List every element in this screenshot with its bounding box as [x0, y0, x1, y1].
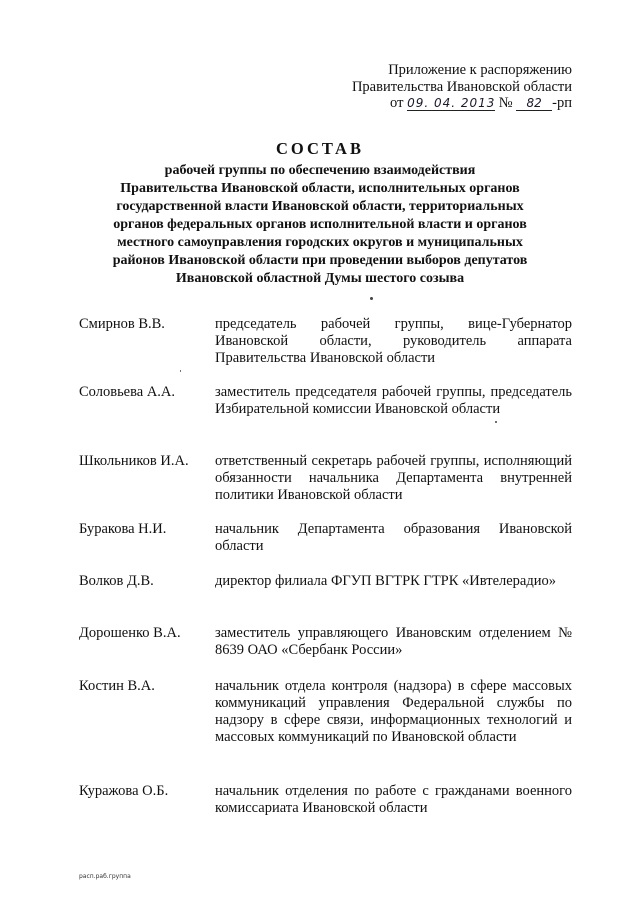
member-position: ответственный секретарь рабочей группы, исполняющий обязанности начальника Департамента внутренней политики Ивановской области: [215, 453, 572, 503]
member-position: председатель рабочей группы, вице-Губернатор Ивановской области, руководитель аппарата Правительства Ивановской области: [215, 316, 572, 366]
title-line: органов федеральных органов исполнительной власти и органов: [113, 217, 527, 232]
title-line: государственной власти Ивановской области, территориальных: [116, 199, 524, 214]
title-line: Правительства Ивановской области, исполнительных органов: [120, 181, 520, 196]
member-row: [79, 678, 572, 746]
title-subtitle: [80, 162, 560, 288]
member-row: [79, 783, 572, 817]
member-name: Смирнов В.В.: [79, 316, 165, 332]
scan-speck: [495, 421, 497, 423]
number-sign: №: [498, 95, 513, 111]
handwritten-date: 09. 04. 2013: [407, 96, 496, 110]
member-row: [79, 521, 572, 555]
member-position: заместитель председателя рабочей группы, председатель Избирательной комиссии Ивановской области: [215, 384, 572, 417]
scan-speck: [370, 297, 373, 300]
appendix-header: [300, 62, 572, 112]
title-main: СОСТАВ: [276, 139, 364, 158]
title-line: рабочей группы по обеспечению взаимодействия: [164, 163, 476, 178]
appendix-line-2: Правительства Ивановской области: [351, 78, 572, 95]
title-line: Ивановской областной Думы шестого созыва: [175, 271, 465, 286]
number-suffix: -рп: [552, 95, 572, 111]
appendix-line-1: Приложение к распоряжению: [388, 62, 572, 78]
member-name: Волков Д.В.: [79, 573, 154, 589]
from-label: от: [390, 95, 404, 111]
document-title: [80, 140, 560, 288]
member-name: Буракова Н.И.: [79, 521, 167, 537]
title-line: районов Ивановской области при проведении выборов депутатов: [112, 253, 528, 268]
member-position: начальник отдела контроля (надзора) в сфере массовых коммуникаций управления Федеральной службы по надзору в сфере связи, информационных технологий и массовых коммуникаций по Ивановской области: [215, 678, 572, 745]
member-row: [79, 384, 572, 418]
member-row: [79, 573, 572, 590]
member-position: заместитель управляющего Ивановским отделением № 8639 ОАО «Сбербанк России»: [215, 625, 572, 658]
member-name: Дорошенко В.А.: [79, 625, 181, 641]
member-position: начальник Департамента образования Ивановской области: [215, 521, 572, 554]
member-name: Соловьева А.А.: [79, 384, 176, 400]
member-row: [79, 316, 572, 367]
member-row: [79, 625, 572, 659]
appendix-date-number-line: [300, 95, 572, 112]
member-position: директор филиала ФГУП ВГТРК ГТРК «Ивтелерадио»: [215, 573, 557, 589]
member-row: [79, 453, 572, 504]
member-name: Костин В.А.: [79, 678, 155, 694]
member-position: начальник отделения по работе с гражданами военного комиссариата Ивановской области: [215, 783, 572, 816]
handwritten-number: 82: [516, 97, 552, 111]
member-name: Школьников И.А.: [79, 453, 189, 469]
scan-speck: [180, 370, 181, 372]
member-name: Куражова О.Б.: [79, 783, 169, 799]
file-code: расп.раб.группа: [79, 873, 131, 880]
title-line: местного самоуправления городских округов и муниципальных: [117, 235, 523, 250]
